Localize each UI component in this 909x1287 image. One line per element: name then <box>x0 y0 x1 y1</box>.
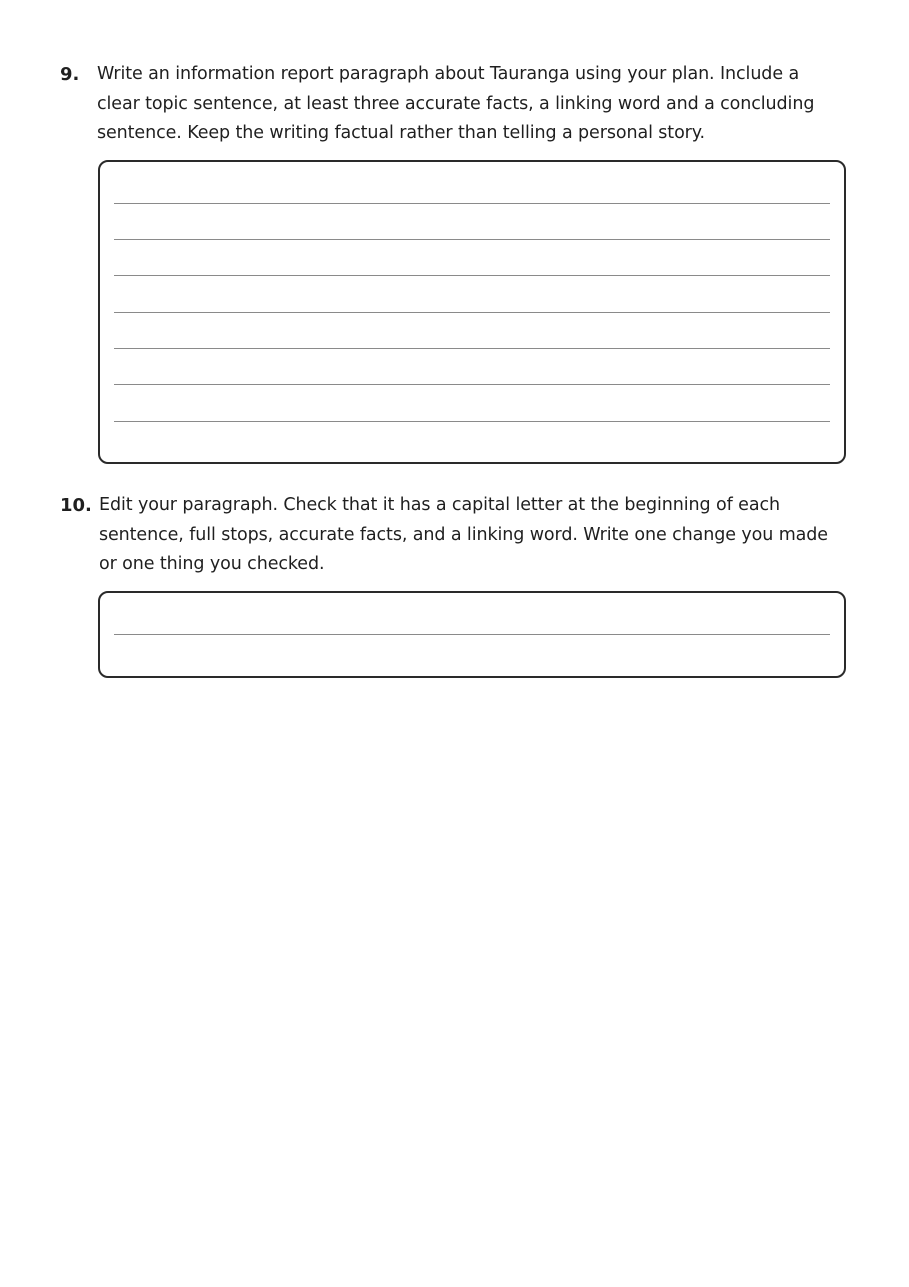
question-prompt: Write an information report paragraph about Tauranga using your plan. Include a clear topic sentence, at least three accurate facts, a linking word and a concluding sentence. Keep the writing factual rather than telling a personal story. <box>97 64 815 143</box>
question-number: 9. <box>60 64 80 85</box>
answer-box-9[interactable] <box>98 160 846 464</box>
writing-line <box>114 275 830 276</box>
question-prompt: Edit your paragraph. Check that it has a capital letter at the beginning of each sentence, full stops, accurate facts, and a linking word. Write one change you made or one thing you checked. <box>99 495 828 574</box>
writing-line <box>114 634 830 635</box>
question-9 <box>60 60 850 149</box>
question-number: 10. <box>60 495 92 516</box>
writing-line <box>114 384 830 385</box>
question-9-row <box>60 60 850 149</box>
writing-line <box>114 203 830 204</box>
answer-box-10[interactable] <box>98 591 846 678</box>
question-10 <box>60 491 850 580</box>
question-10-row <box>60 491 850 580</box>
writing-line <box>114 348 830 349</box>
writing-line <box>114 312 830 313</box>
writing-line <box>114 239 830 240</box>
writing-line <box>114 421 830 422</box>
